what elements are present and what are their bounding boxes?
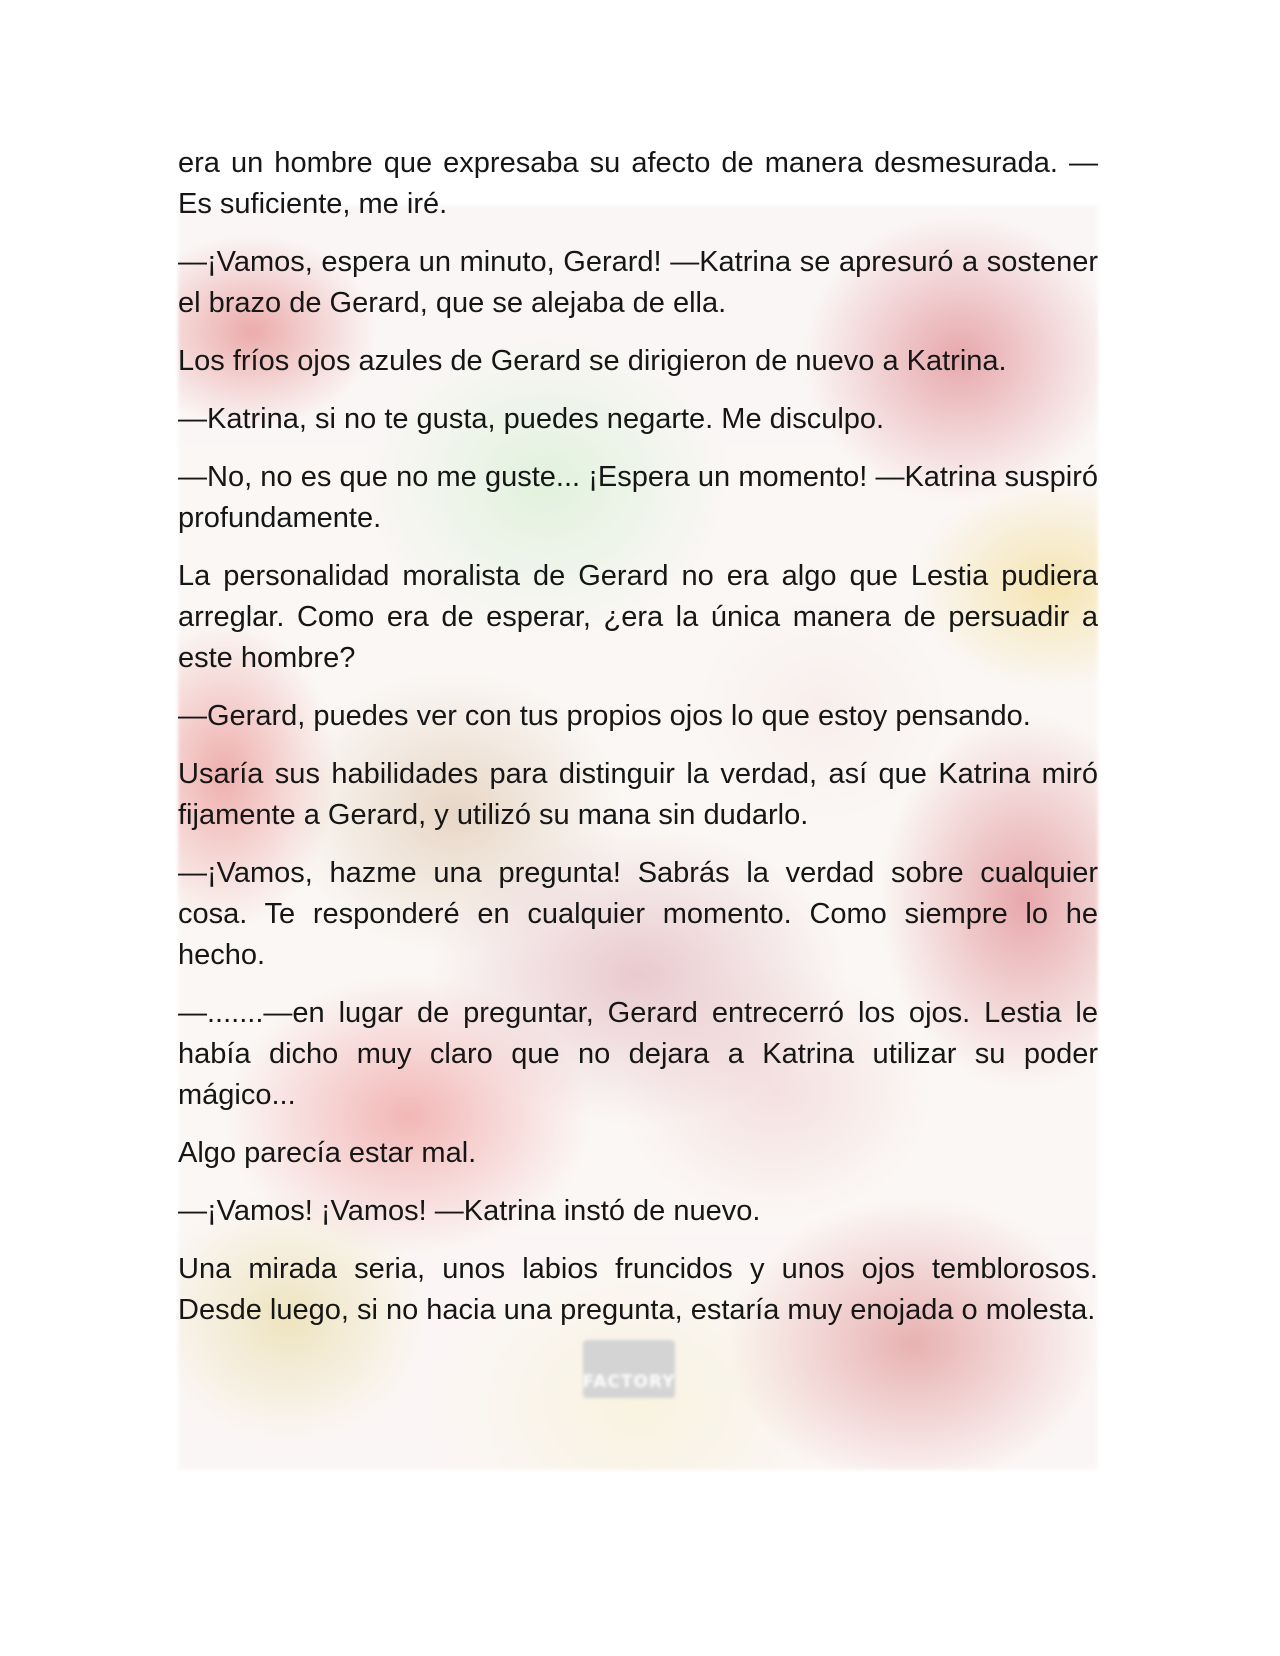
watermark-factory-badge: FACTORY (583, 1340, 675, 1398)
paragraph: —.......—en lugar de preguntar, Gerard entrecerró los ojos. Lestia le había dicho muy claro que no dejara a Katrina utilizar su poder mágico... (178, 997, 1098, 1111)
document-body (178, 143, 1098, 1348)
paragraph: —No, no es que no me guste... ¡Espera un momento! —Katrina suspiró profundamente. (178, 461, 1098, 534)
paragraph: Algo parecía estar mal. (178, 1137, 477, 1169)
paragraph: era un hombre que expresaba su afecto de manera desmesurada. —Es suficiente, me iré. (178, 147, 1098, 220)
paragraph: La personalidad moralista de Gerard no era algo que Lestia pudiera arreglar. Como era de esperar, ¿era la única manera de persuadir a este hombre? (178, 560, 1098, 674)
paragraph: Una mirada seria, unos labios fruncidos y unos ojos temblorosos. Desde luego, si no hacia una pregunta, estaría muy enojada o molesta. (178, 1253, 1098, 1326)
paragraph: —¡Vamos! ¡Vamos! —Katrina instó de nuevo. (178, 1195, 761, 1227)
paragraph: —¡Vamos, hazme una pregunta! Sabrás la verdad sobre cualquier cosa. Te responderé en cualquier momento. Como siempre lo he hecho. (178, 857, 1098, 971)
paragraph: —Katrina, si no te gusta, puedes negarte. Me disculpo. (178, 403, 885, 435)
paragraph: —Gerard, puedes ver con tus propios ojos lo que estoy pensando. (178, 700, 1031, 732)
paragraph: —¡Vamos, espera un minuto, Gerard! —Katrina se apresuró a sostener el brazo de Gerard, que se alejaba de ella. (178, 246, 1098, 319)
paragraph: Los fríos ojos azules de Gerard se dirigieron de nuevo a Katrina. (178, 345, 1007, 377)
paragraph: Usaría sus habilidades para distinguir la verdad, así que Katrina miró fijamente a Gerard, y utilizó su mana sin dudarlo. (178, 758, 1098, 831)
